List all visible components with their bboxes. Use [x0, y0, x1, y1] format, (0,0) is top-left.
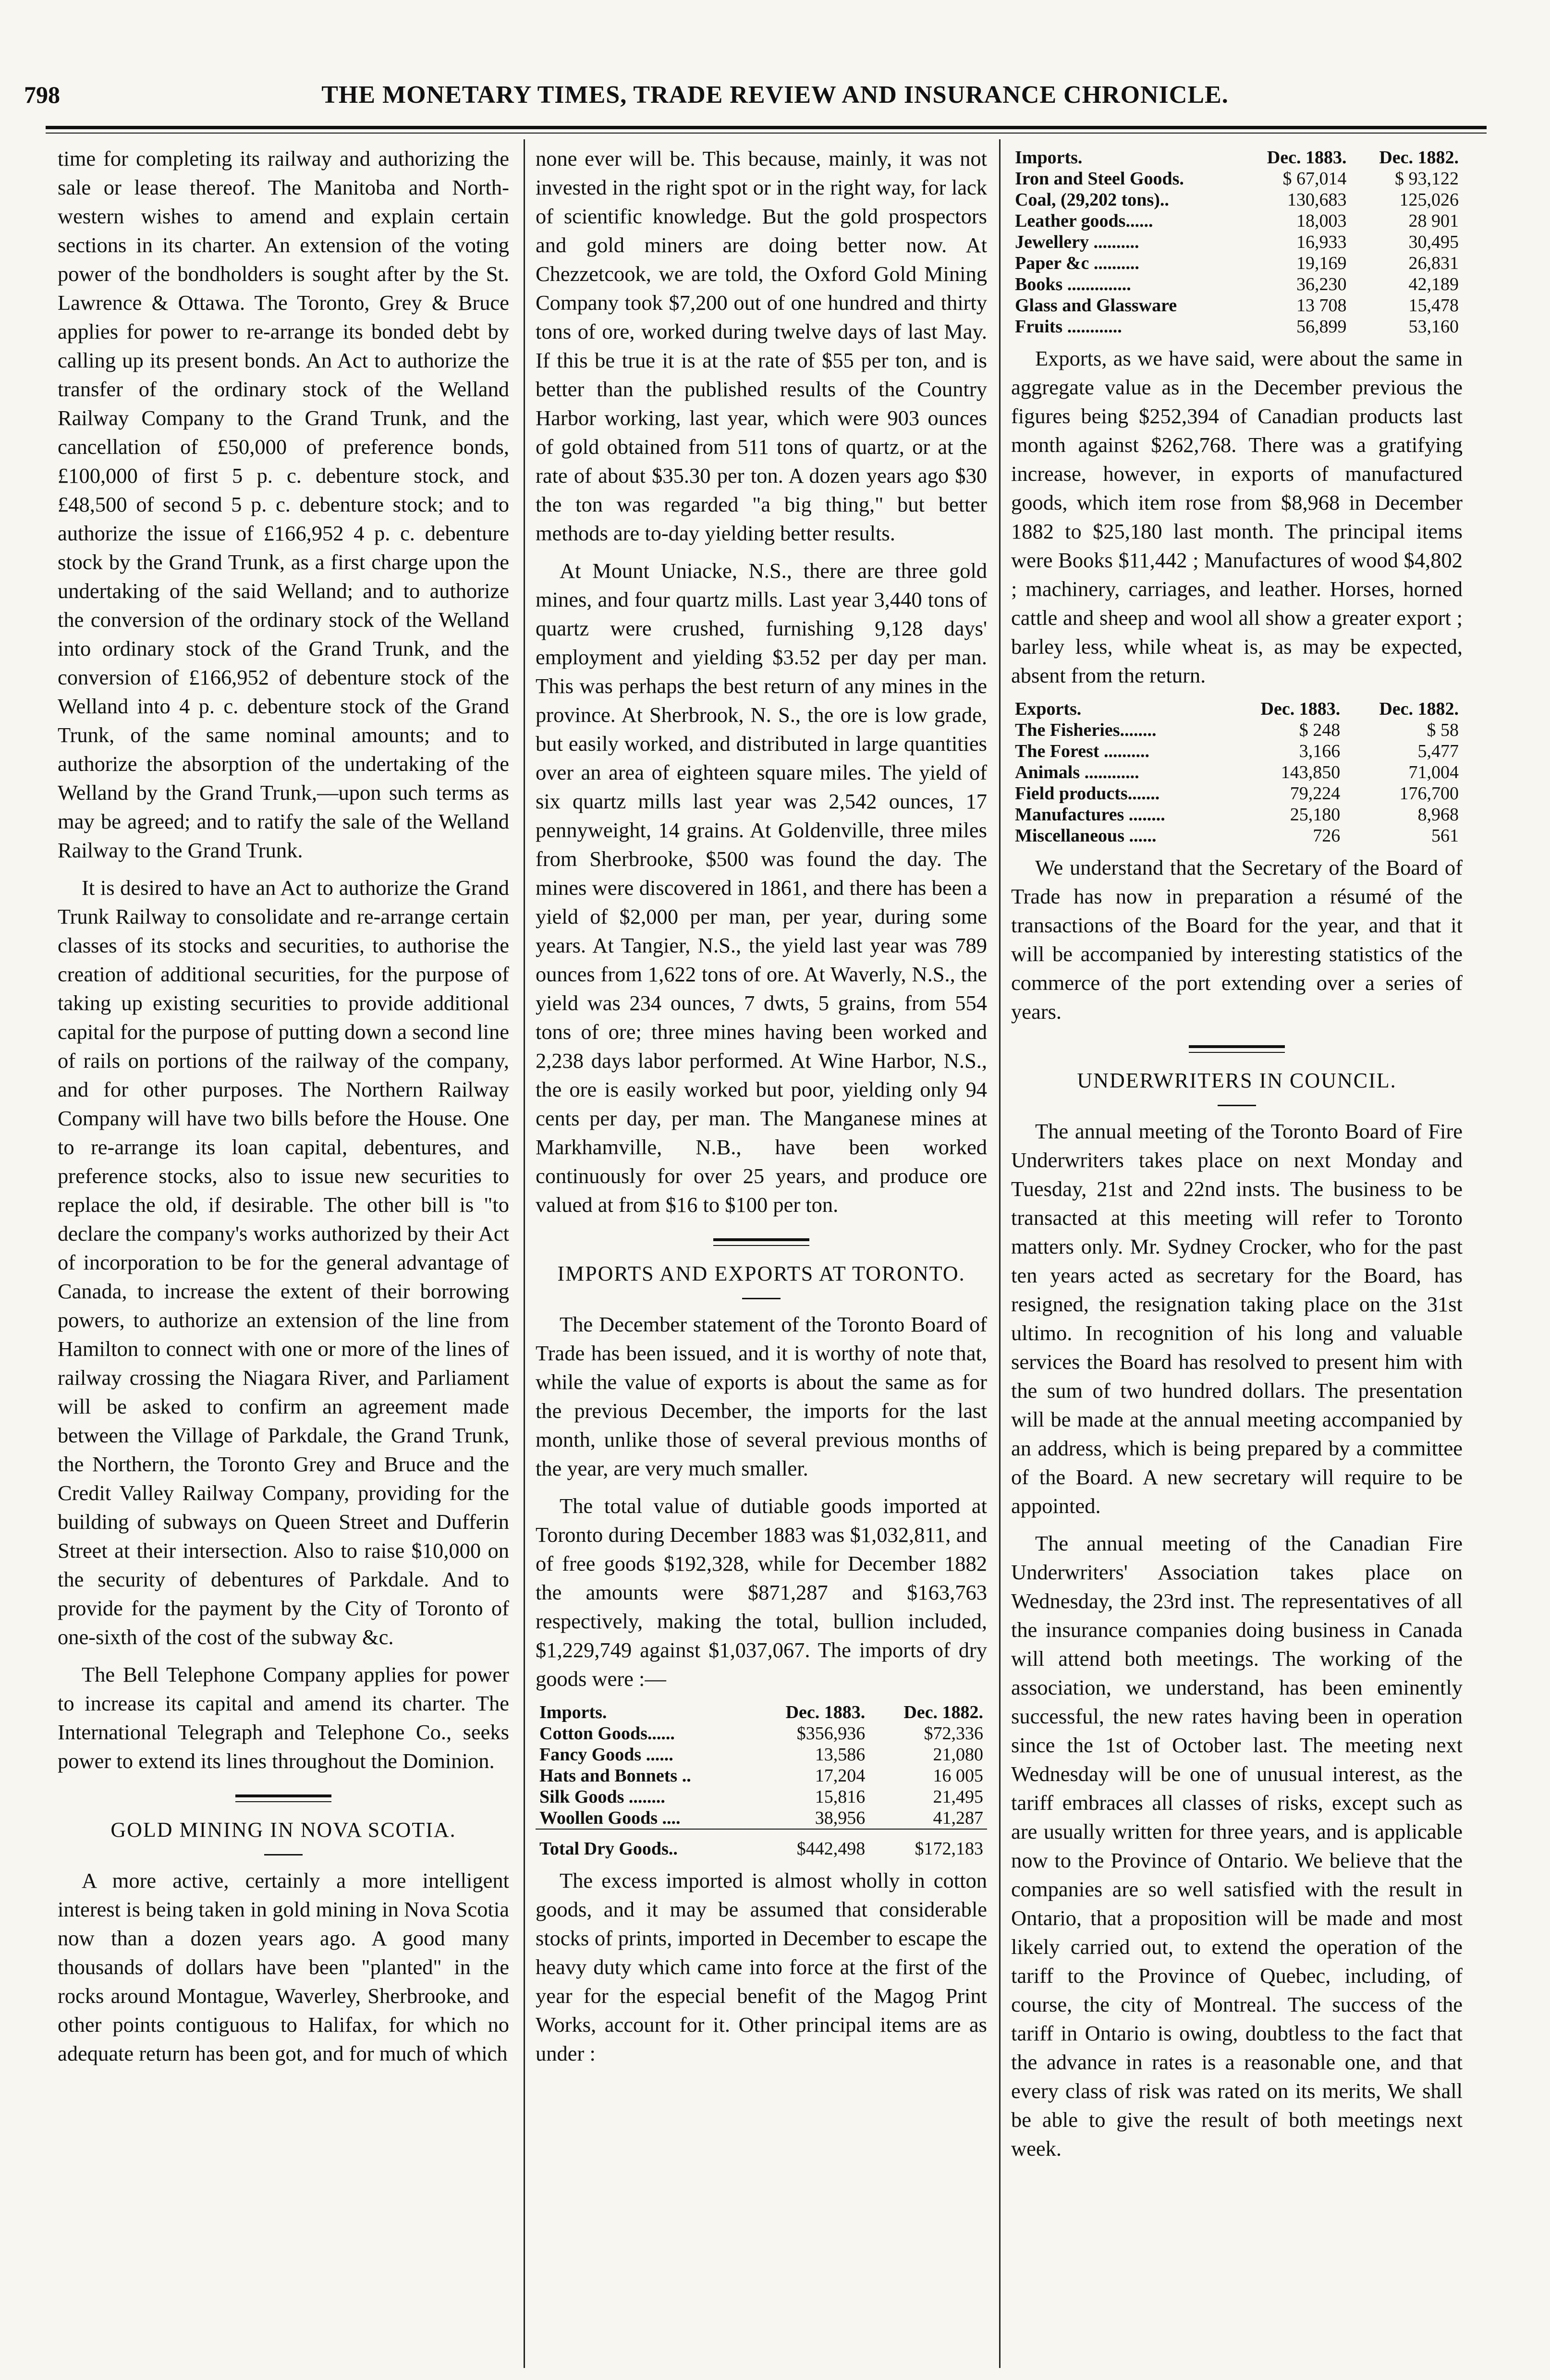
table-cell: 56,899 — [1296, 317, 1347, 337]
table-header-row — [536, 1702, 987, 1723]
table-cell: 36,230 — [1296, 274, 1347, 294]
header-rule-thin — [46, 133, 1487, 134]
table-cell: 79,224 — [1290, 783, 1341, 804]
table-cell: Hats and Bonnets .. — [539, 1766, 691, 1786]
table-cell: 28 901 — [1408, 211, 1459, 231]
paragraph: The December statement of the Toronto Board of Trade has been issued, and it is worthy of note that, while the value of exports is about the same as for the previous December, the imports for the last month, unlike those of several previous months of the year, are very much smaller. — [536, 1312, 987, 1480]
table-cell: 15,816 — [815, 1787, 866, 1807]
table-cell: 15,478 — [1408, 295, 1459, 316]
table-cell: Miscellaneous ...... — [1015, 826, 1157, 846]
section-separator — [235, 1794, 331, 1802]
table-row — [1011, 168, 1463, 189]
table-cell: Fancy Goods ...... — [539, 1745, 673, 1765]
table-row — [1011, 741, 1463, 762]
table-row — [1011, 210, 1463, 232]
paragraph: none ever will be. This because, mainly, it was not invested in the right spot or in the right way, for lack of scientific knowledge. But the gold prospectors and gold miners are doing better now. At Chezzetcook, we are told, the Oxford Gold Mining Company took $7,200 out of one hundred and thirty tons of ore, worked during twelve days of last May. If this be true it is at the rate of $55 per ton, and is better than the published results of the Country Harbor working, last year, which were 903 ounces of gold obtained from 511 tons of quartz, or at the rate of about $35.30 per ton. A dozen years ago $30 the ton was regarded "a big thing," but better methods are to-day yielding better results. — [536, 146, 987, 545]
exports-table — [1011, 698, 1463, 846]
table-header-row — [1011, 147, 1463, 168]
table-cell: 176,700 — [1399, 783, 1459, 804]
table-cell: $ 248 — [1299, 720, 1341, 740]
table-row — [1011, 232, 1463, 253]
column-3 — [1011, 144, 1463, 2363]
table-cell: 21,080 — [933, 1745, 983, 1765]
table-row — [536, 1765, 987, 1786]
table-header: Dec. 1883. — [785, 1702, 866, 1722]
table-cell: 21,495 — [933, 1787, 983, 1807]
table-row — [1011, 762, 1463, 783]
table-cell: 130,683 — [1287, 190, 1347, 210]
table-cell: 30,495 — [1408, 232, 1459, 252]
table-header: Dec. 1882. — [903, 1702, 983, 1722]
paragraph: At Mount Uniacke, N.S., there are three gold mines, and four quartz mills. Last year 3,440 tons of quartz were crushed, furnishing 9,128 days' employment and yielding $3.52 per day per man. This was perhaps the best return of any mines in the province. At Sherbrook, N. S., the ore is low grade, but easily worked, and distributed in large quantities over an area of eighteen square miles. The yield of six quartz mills last year was 2,542 ounces, 17 pennyweight, 14 grains. At Goldenville, three miles from Sherbrooke, $500 was found the day. The mines were discovered in 1861, and there has been a yield of $2,000 per man, per year, during some years. At Tangier, N.S., the yield last year was 789 ounces from 1,622 tons of ore. At Waverly, N.S., the yield was 234 ounces, 7 dwts, 5 grains, from 554 tons of ore; three mines having been worked and 2,238 days labor performed. At Wine Harbor, N.S., the ore is easily worked but poor, yielding only 94 cents per day, per man. The Manganese mines at Markhamville, N.B., have been worked continuously for over 25 years, and produce ore valued at from $16 to $100 per ton. — [536, 559, 987, 1217]
table-cell: 26,831 — [1408, 253, 1459, 273]
table-cell: 17,204 — [815, 1766, 866, 1786]
table-cell: $356,936 — [796, 1723, 866, 1744]
section-separator — [713, 1238, 809, 1246]
paragraph: The annual meeting of the Toronto Board of Fire Underwriters takes place on next Monday and Tuesday, 21st and 22nd insts. The business to be transacted at this meeting will refer to Toronto matters only. Mr. Sydney Crocker, who for the past ten years acted as secretary for the Board, has resigned, the resignation taking place on the 31st ultimo. In recognition of his long and valuable services the Board has resolved to present him with the sum of two hundred dollars. The presentation will be made at the annual meeting accompanied by an address, which is being prepared by a committee of the Board. A new secretary will require to be appointed. — [1011, 1119, 1463, 1518]
table-cell: $172,183 — [869, 1829, 987, 1859]
table-row — [1011, 274, 1463, 295]
table-header: Exports. — [1015, 699, 1082, 719]
table-header: Imports. — [1015, 147, 1083, 168]
table-cell: 3,166 — [1299, 741, 1341, 761]
table-row — [536, 1744, 987, 1765]
table-cell: Silk Goods ........ — [539, 1787, 665, 1807]
masthead-title: THE MONETARY TIMES, TRADE REVIEW AND INSURANCE CHRONICLE. — [321, 81, 1229, 109]
table-cell: $ 93,122 — [1395, 169, 1459, 189]
heading-rule — [264, 1854, 303, 1855]
table-cell: 8,968 — [1417, 805, 1459, 825]
table-row — [1011, 804, 1463, 825]
table-cell: 53,160 — [1408, 317, 1459, 337]
table-cell: Animals ............ — [1015, 762, 1139, 782]
table-cell: $442,498 — [751, 1829, 869, 1859]
table-cell: Cotton Goods...... — [539, 1723, 675, 1744]
table-cell: Woollen Goods .... — [539, 1808, 681, 1828]
table-cell: $ 67,014 — [1282, 169, 1347, 189]
heading-rule — [1218, 1105, 1256, 1106]
table-cell: Glass and Glassware — [1015, 295, 1177, 316]
table-cell: 13,586 — [815, 1745, 866, 1765]
column-1 — [58, 144, 509, 2363]
page-number: 798 — [24, 81, 60, 108]
paragraph: time for completing its railway and authorizing the sale or lease thereof. The Manitoba and North-western wishes to amend and explain certain sections in its charter. An extension of the voting power of the bondholders is sought after by the St. Lawrence & Ottawa. The Toronto, Grey & Bruce applies for power to re-arrange its bonded debt by calling up its present bonds. An Act to authorize the transfer of the ordinary stock of the Welland Railway Company to the Grand Trunk, and the cancellation of £50,000 of preference bonds, £100,000 of first 5 p. c. debenture stock, and £48,500 of second 5 p. c. debenture stock; and to authorize the issue of £166,952 4 p. c. debenture stock by the Grand Trunk, as a first charge upon the undertaking of the said Welland; and to authorize the conversion of the ordinary stock of the Welland into ordinary stock of the Grand Trunk, and the conversion of £166,952 of debenture stock of the Welland into 4 p. c. debenture stock of the Grand Trunk, of the same nominal amounts; and to authorize the absorption of the undertaking of the Welland by the Grand Trunk,—upon such terms as may be agreed; and to ratify the sale of the Welland Railway to the Grand Trunk. — [58, 146, 509, 862]
table-row — [1011, 189, 1463, 210]
header-rule-thick — [46, 126, 1487, 129]
paragraph: It is desired to have an Act to authorize the Grand Trunk Railway to consolidate and re-arrange certain classes of its stocks and securities, to authorise the creation of additional securities, for the purpose of taking up existing securities to provide additional capital for the purpose of putting down a second line of rails on portions of the railway of the company, and for other purposes. The Northern Railway Company will have two bills before the House. One to re-arrange its loan capital, debentures, and preference stocks, also to issue new securities to replace the old, if desirable. The other bill is "to declare the company's works authorized by their Act of incorporation to be for the general advantage of Canada, to increase the extent of their borrowing powers, to authorize an extension of the line from Hamilton to connect with one or more of the lines of railway crossing the Niagara River, and Parliament will be asked to confirm an agreement made between the Village of Parkdale, the Grand Trunk, the Northern, the Toronto Grey and Bruce and the Credit Valley Railway Company, providing for the building of subways on Queen Street and Dufferin Street at their intersection. Also to raise $10,000 on the security of debentures of Parkdale. And to provide for the payment by the City of Toronto of one-sixth of the cost of the subway &c. — [58, 876, 509, 1649]
column-divider — [999, 139, 1001, 2368]
table-cell: 5,477 — [1417, 741, 1459, 761]
paragraph: Exports, as we have said, were about the same in aggregate value as in the December previous the figures being $252,394 of Canadian products last month against $262,768. There was a gratifying increase, however, in exports of manufactured goods, which item rose from $8,968 in December 1882 to $25,180 last month. The principal items were Books $11,442 ; Manufactures of wood $4,802 ; machinery, carriages, and leather. Horses, horned cattle and sheep and wool all show a greater export ; barley less, while wheat is, as may be expected, absent from the return. — [1011, 346, 1463, 687]
table-cell: Manufactures ........ — [1015, 805, 1165, 825]
dry-goods-imports-table — [536, 1702, 987, 1859]
table-cell: 561 — [1431, 826, 1459, 846]
table-row — [536, 1807, 987, 1829]
paragraph: We understand that the Secretary of the Board of Trade has now in preparation a résumé of the transactions of the Board for the year, and that it will be accompanied by interesting statistics of the commerce of the port extending over a series of years. — [1011, 855, 1463, 1024]
table-cell: 13 708 — [1296, 295, 1347, 316]
table-cell: 16 005 — [933, 1766, 983, 1786]
table-cell: Field products....... — [1015, 783, 1160, 804]
table-row — [1011, 783, 1463, 804]
table-row — [536, 1786, 987, 1807]
section-heading: UNDERWRITERS IN COUNCIL. — [1077, 1069, 1397, 1092]
paragraph: The Bell Telephone Company applies for power to increase its capital and amend its charter. The International Telegraph and Telephone Co., seeks power to extend its lines throughout the Dominion. — [58, 1662, 509, 1773]
table-total-row — [536, 1829, 987, 1859]
section-separator — [1189, 1045, 1285, 1053]
table-cell: 42,189 — [1408, 274, 1459, 294]
table-row — [1011, 295, 1463, 316]
paragraph: A more active, certainly a more intelligent interest is being taken in gold mining in Nova Scotia now than a dozen years ago. A good many thousands of dollars have been "planted" in the rocks around Montague, Waverley, Sherbrooke, and other points contiguous to Halifax, for which no adequate return has been got, and for much of which — [58, 1868, 509, 2065]
paragraph: The total value of dutiable goods imported at Toronto during December 1883 was $1,032,811, and of free goods $192,328, while for December 1882 the amounts were $871,287 and $163,763 respectively, making the total, bullion included, $1,229,749 against $1,037,067. The imports of dry goods were :— — [536, 1494, 987, 1691]
section-heading: GOLD MINING IN NOVA SCOTIA. — [110, 1818, 456, 1842]
table-cell: 38,956 — [815, 1808, 866, 1828]
paragraph: The annual meeting of the Canadian Fire Underwriters' Association takes place on Wednesday, the 23rd inst. The representatives of all the insurance companies doing business in Canada will attend both meetings. The working of the association, we understand, has been eminently successful, the new rates having been in operation since the 1st of October last. The meeting next Wednesday will be one of unusual interest, as the tariff embraces all classes of risks, except such as are usually written for three years, and is applicable now to the Province of Ontario. We believe that the companies are so well satisfied with the result in Ontario, that a proposition will be made and most likely carried out, to extend the operation of the tariff to the Province of Quebec, including, of course, the city of Montreal. The success of the tariff in Ontario is owing, doubtless to the fact that the advance in rates is a reasonable one, and that every class of risk was rated on its merits, We shall be able to give the result of both meetings next week. — [1011, 1531, 1463, 2160]
section-heading: IMPORTS AND EXPORTS AT TORONTO. — [557, 1262, 965, 1285]
table-row — [1011, 720, 1463, 741]
table-cell: 18,003 — [1296, 211, 1347, 231]
table-cell: Jewellery .......... — [1015, 232, 1139, 252]
table-cell: Fruits ............ — [1015, 317, 1122, 337]
table-row — [1011, 253, 1463, 274]
table-cell: $72,336 — [924, 1723, 983, 1744]
table-header: Dec. 1883. — [1267, 147, 1347, 168]
table-header: Dec. 1882. — [1379, 147, 1459, 168]
table-cell: Leather goods...... — [1015, 211, 1153, 231]
table-row — [1011, 316, 1463, 337]
table-cell: 25,180 — [1290, 805, 1341, 825]
table-header: Dec. 1883. — [1260, 699, 1341, 719]
column-2 — [536, 144, 987, 2363]
table-cell: 125,026 — [1399, 190, 1459, 210]
table-row — [1011, 825, 1463, 846]
table-cell: Paper &c .......... — [1015, 253, 1139, 273]
table-row — [536, 1723, 987, 1744]
table-cell: Iron and Steel Goods. — [1015, 169, 1184, 189]
table-cell: Books .............. — [1015, 274, 1131, 294]
table-cell: The Forest .......... — [1015, 741, 1150, 761]
table-cell: Coal, (29,202 tons).. — [1015, 190, 1169, 210]
heading-rule — [742, 1298, 781, 1299]
other-imports-table — [1011, 147, 1463, 337]
table-cell: 143,850 — [1281, 762, 1341, 782]
table-cell: The Fisheries........ — [1015, 720, 1157, 740]
table-header: Imports. — [539, 1702, 607, 1722]
table-cell: 19,169 — [1296, 253, 1347, 273]
table-cell: 16,933 — [1296, 232, 1347, 252]
table-header-row — [1011, 698, 1463, 720]
table-header: Dec. 1882. — [1379, 699, 1459, 719]
table-cell: $ 58 — [1427, 720, 1459, 740]
table-cell: 41,287 — [933, 1808, 983, 1828]
paragraph: The excess imported is almost wholly in cotton goods, and it may be assumed that considerable stocks of prints, imported in December to escape the heavy duty which came into force at the first of the year for the especial benefit of the Magog Print Works, account for it. Other principal items are as under : — [536, 1868, 987, 2065]
table-cell: Total Dry Goods.. — [536, 1829, 751, 1859]
table-cell: 71,004 — [1408, 762, 1459, 782]
column-divider — [524, 139, 525, 2368]
table-cell: 726 — [1313, 826, 1341, 846]
